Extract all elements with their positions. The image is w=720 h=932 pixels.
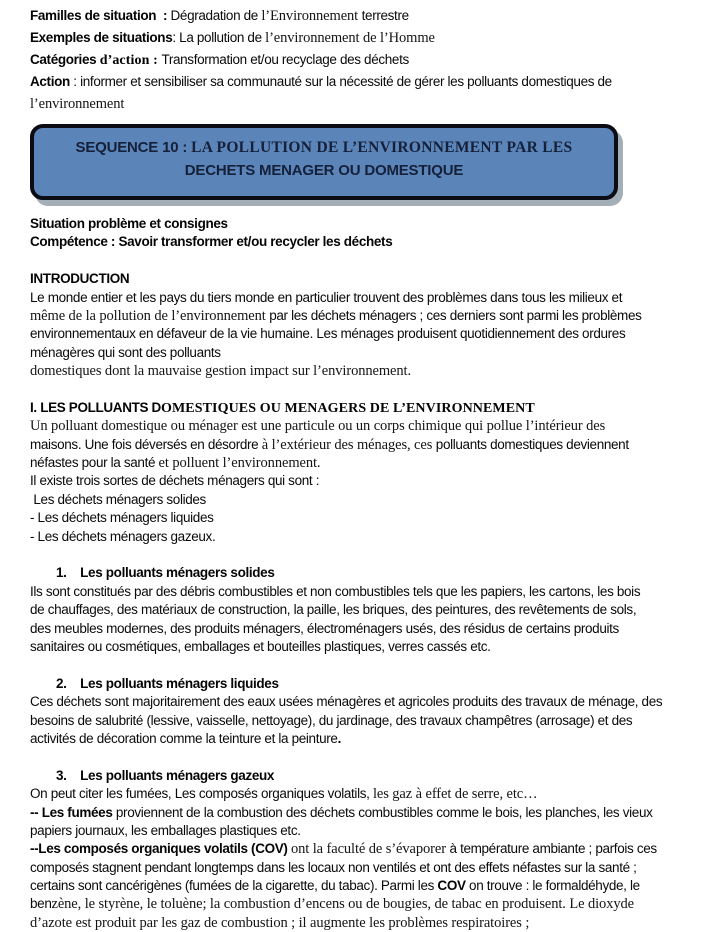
- sequence-title-part2: DECHETS MENAGER OU DOMESTIQUE: [184, 162, 464, 179]
- sequence-title-part1: LA POLLUTION DE L’ENVIRONNEMENT PAR LES: [191, 139, 573, 156]
- text-line: [30, 601, 692, 619]
- categories-line: [30, 49, 692, 71]
- text-segment: Les déchets ménagers solides: [30, 491, 206, 507]
- text-line: [30, 583, 692, 601]
- text-segment: Catégories: [30, 52, 100, 67]
- action-line: [30, 71, 692, 93]
- text-segment: zène, le styrène, le toluène; la combustion d’encens ou de bougies, de tabac en produisent. Le dioxyde: [51, 896, 634, 913]
- text-line: [30, 748, 692, 766]
- text-segment: activités de décoration comme la teinture et la peinture: [30, 730, 338, 746]
- text-line: [30, 859, 692, 877]
- text-segment: besoins de salubrité (lessive, vaisselle, nettoyage), du jardinage, des travaux champêtres (arrosage) et des: [30, 712, 633, 728]
- text-segment: .: [337, 730, 341, 746]
- text-segment: de chauffages, des matériaux de construction, la paille, les briques, des peintures, des revêtements de sols,: [30, 602, 637, 618]
- sequence-banner: [30, 124, 618, 200]
- text-segment: néfastes pour la santé: [30, 455, 159, 471]
- text-segment: Situation problème et consignes: [30, 216, 228, 231]
- familles-line: [30, 5, 692, 27]
- text-segment: -- Les fumées: [30, 804, 116, 820]
- section-1-title: [30, 399, 692, 417]
- text-segment: : La pollution de: [172, 30, 266, 45]
- text-segment: ben: [30, 896, 52, 912]
- text-line: [30, 730, 692, 748]
- text-segment: polluants domestiques deviennent: [435, 436, 629, 452]
- header-block: [30, 5, 692, 115]
- text-segment: les gaz à effet de serre, etc…: [372, 786, 538, 803]
- text-line: [30, 804, 692, 822]
- text-segment: ménagères qui sont des polluants: [30, 344, 221, 360]
- text-line: [30, 895, 692, 913]
- text-segment: Un polluant domestique ou ménager est une particule ou un corps chimique qui pollue l’intérieur des: [30, 418, 606, 435]
- text-segment: l’environnement de l’Homme: [265, 30, 435, 46]
- text-segment: domestiques dont la mauvaise gestion impact sur l’environnement.: [30, 363, 411, 380]
- text-line: [30, 472, 692, 490]
- text-segment: - Les déchets ménagers gazeux.: [30, 528, 216, 544]
- text-segment: des meubles modernes, des produits ménagers, électroménagers usés, des résidus de certains produits: [30, 620, 619, 636]
- text-segment: On peut citer les fumées, Les composés organiques volatils,: [30, 786, 373, 802]
- text-segment: : informer et sensibiliser sa communauté sur la nécessité de gérer les polluants domestiques de: [69, 74, 612, 89]
- text-segment: même de la pollution de l’environnement: [30, 307, 270, 324]
- exemples-line: [30, 27, 692, 49]
- text-line: [30, 436, 692, 454]
- text-line: [30, 491, 692, 509]
- introduction-heading: [30, 270, 692, 288]
- subsection-2-heading: [30, 675, 692, 693]
- text-line: [30, 638, 692, 656]
- text-line: [30, 509, 692, 527]
- text-segment: OMESTIQUES OU MENAGERS DE L’ENVIRONNEMENT: [160, 400, 535, 416]
- subsection-3-heading: [30, 767, 692, 785]
- text-segment: - Les déchets ménagers liquides: [30, 510, 214, 526]
- text-segment: certains sont cancérigènes (fumées de la cigarette, du tabac). Parmi les: [30, 878, 438, 894]
- text-segment: Compétence : Savoir transformer et/ou recycler les déchets: [30, 234, 393, 250]
- situation-heading: [30, 215, 692, 233]
- text-segment: ont la faculté de s’évaporer: [290, 841, 450, 858]
- text-line: [30, 454, 692, 472]
- text-line: [30, 822, 692, 840]
- text-segment: --Les composés organiques volatils (COV): [30, 841, 291, 857]
- text-line: [30, 712, 692, 730]
- text-segment: d’action :: [99, 53, 162, 68]
- text-segment: COV: [437, 878, 470, 894]
- competence-line: [30, 233, 692, 251]
- text-line: [30, 656, 692, 674]
- text-segment: 2. Les polluants ménagers liquides: [56, 675, 279, 691]
- text-segment: sanitaires ou cosmétiques, emballages et bouteilles plastiques, verres cassés etc.: [30, 638, 491, 654]
- text-segment: on trouve : le formaldéhyde, le: [469, 878, 640, 894]
- text-line: [30, 307, 692, 325]
- text-line: [30, 693, 692, 711]
- text-segment: à température ambiante ; parfois ces: [449, 841, 657, 857]
- text-segment: l’Environnement: [261, 8, 362, 24]
- text-segment: Ils sont constitués par des débris combustibles et non combustibles tels que les papiers, les cartons, les bois: [30, 583, 641, 599]
- text-segment: Ces déchets sont majoritairement des eaux usées ménagères et agricoles produits des travaux de ménage, des: [30, 694, 663, 710]
- text-segment: 1. Les polluants ménagers solides: [56, 565, 275, 581]
- text-line: [30, 381, 692, 399]
- text-line: [30, 528, 692, 546]
- action-line-2: [30, 93, 692, 115]
- sequence-number-label: SEQUENCE 10 :: [75, 139, 192, 156]
- text-segment: papiers journaux, les emballages plastiques etc.: [30, 822, 301, 838]
- text-segment: environnementaux en défaveur de la vie humaine. Les ménages produisent quotidiennement des ordures: [30, 326, 626, 342]
- text-line: [30, 325, 692, 343]
- text-segment: Action: [30, 74, 70, 89]
- text-line: [30, 840, 692, 858]
- text-segment: maisons. Une fois déversés en désordre: [30, 436, 262, 452]
- text-segment: Familles de situation :: [30, 8, 171, 23]
- text-line: [30, 620, 692, 638]
- text-line: [30, 344, 692, 362]
- text-line: [30, 914, 692, 932]
- text-line: [30, 877, 692, 895]
- text-line: [30, 362, 692, 380]
- text-line: [30, 417, 692, 435]
- text-segment: et polluent l’environnement.: [158, 455, 321, 472]
- text-segment: terrestre: [361, 8, 409, 23]
- text-segment: l’environnement: [30, 96, 125, 112]
- text-segment: à l’extérieur des ménages, ces: [261, 436, 436, 453]
- text-segment: Le monde entier et les pays du tiers monde en particulier trouvent des problèmes dans tous les milieux et: [30, 289, 623, 305]
- text-segment: Exemples de situations: [30, 30, 173, 45]
- text-segment: 3. Les polluants ménagers gazeux: [56, 767, 275, 783]
- text-line: [30, 289, 692, 307]
- text-line: [30, 252, 692, 270]
- text-line: [30, 546, 692, 564]
- text-segment: d’azote est produit par les gaz de combustion ; il augmente les problèmes respiratoires ;: [30, 914, 530, 931]
- text-line: [30, 785, 692, 803]
- text-segment: I. LES POLLUANTS D: [30, 399, 161, 415]
- text-segment: Il existe trois sortes de déchets ménagers qui sont :: [30, 473, 320, 489]
- sequence-banner-wrapper: [30, 124, 692, 200]
- sequence-banner-line1: [46, 136, 602, 159]
- text-segment: Transformation et/ou recyclage des déchets: [161, 52, 409, 67]
- text-segment: proviennent de la combustion des déchets combustibles comme le bois, les planches, les vieux: [115, 804, 653, 820]
- body-block: [30, 215, 692, 932]
- text-segment: par les déchets ménagers ; ces derniers sont parmi les problèmes: [269, 307, 642, 323]
- text-segment: composés stagnent pendant longtemps dans les locaux non ventilés et ont des effets néfastes sur la santé ;: [30, 859, 637, 875]
- subsection-1-heading: [30, 564, 692, 582]
- text-segment: Dégradation de: [170, 8, 262, 23]
- text-segment: INTRODUCTION: [30, 271, 130, 287]
